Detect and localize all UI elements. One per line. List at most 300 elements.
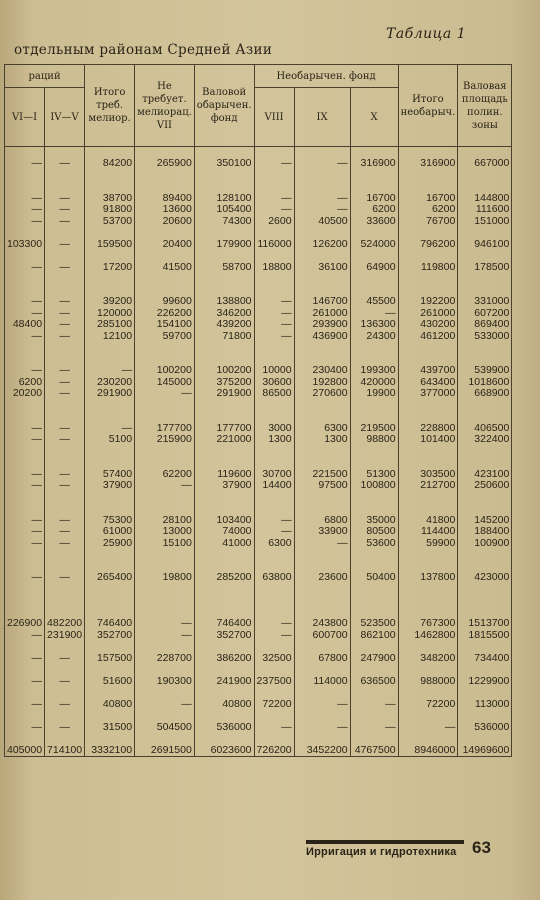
table-cell: [458, 584, 512, 596]
table-cell: 293900: [294, 319, 350, 331]
table-cell: [5, 710, 45, 722]
table-cell: 146700: [294, 296, 350, 308]
table-cell: 41000: [194, 538, 254, 550]
table-cell: 157500: [85, 653, 135, 665]
table-cell: [254, 733, 294, 745]
table-cell: 228800: [398, 423, 458, 435]
table-cell: 1513700: [458, 618, 512, 630]
table-cell: 75300: [85, 515, 135, 527]
table-row: [5, 538, 512, 550]
table-cell: [5, 457, 45, 469]
table-cell: [135, 250, 195, 262]
table-cell: 524000: [350, 239, 398, 251]
table-cell: —: [5, 480, 45, 492]
table-cell: [194, 400, 254, 412]
table-cell: [85, 664, 135, 676]
table-cell: 16700: [398, 193, 458, 205]
table-cell: [294, 400, 350, 412]
table-cell: [85, 446, 135, 458]
table-cell: —: [294, 538, 350, 550]
table-cell: [398, 411, 458, 423]
table-cell: 734400: [458, 653, 512, 665]
table-cell: 607200: [458, 308, 512, 320]
table-row: [5, 664, 512, 676]
table-cell: 6023600: [194, 745, 254, 757]
table-cell: [254, 411, 294, 423]
table-cell: [194, 503, 254, 515]
table-cell: 1018600: [458, 377, 512, 389]
table-cell: 316900: [350, 158, 398, 170]
table-cell: 668900: [458, 388, 512, 400]
table-cell: 430200: [398, 319, 458, 331]
table-cell: 30600: [254, 377, 294, 389]
header-total-unused: Итого необарыч.: [398, 65, 458, 147]
table-cell: [45, 710, 85, 722]
table-cell: —: [135, 480, 195, 492]
table-cell: [294, 549, 350, 561]
table-row: [5, 687, 512, 699]
header-no-reclamation: Не требует. мелиорац. VII: [135, 65, 195, 147]
table-row: [5, 676, 512, 688]
header-gross-area: Валовая площадь полин. зоны: [458, 65, 512, 147]
table-cell: [5, 584, 45, 596]
table-cell: 23600: [294, 572, 350, 584]
table-cell: 4767500: [350, 745, 398, 757]
table-cell: 53600: [350, 538, 398, 550]
table-row: [5, 411, 512, 423]
table-cell: [45, 273, 85, 285]
table-cell: [135, 273, 195, 285]
table-cell: 291900: [85, 388, 135, 400]
table-cell: [398, 710, 458, 722]
table-cell: [135, 411, 195, 423]
table-cell: [294, 446, 350, 458]
table-cell: 241900: [194, 676, 254, 688]
table-cell: 199300: [350, 365, 398, 377]
table-cell: [294, 181, 350, 193]
table-cell: [398, 227, 458, 239]
table-cell: [254, 549, 294, 561]
table-body: [5, 147, 512, 757]
table-cell: 405000: [5, 745, 45, 757]
table-cell: —: [294, 699, 350, 711]
table-cell: [135, 492, 195, 504]
table-cell: [458, 400, 512, 412]
table-cell: [350, 687, 398, 699]
table-cell: 13000: [135, 526, 195, 538]
table-cell: —: [45, 653, 85, 665]
table-cell: —: [5, 423, 45, 435]
table-cell: [294, 595, 350, 607]
table-row: [5, 526, 512, 538]
table-cell: 219500: [350, 423, 398, 435]
table-cell: 386200: [194, 653, 254, 665]
table-cell: 37900: [85, 480, 135, 492]
table-cell: [194, 733, 254, 745]
table-cell: 33600: [350, 216, 398, 228]
table-cell: —: [254, 308, 294, 320]
table-cell: [85, 687, 135, 699]
table-cell: [45, 733, 85, 745]
table-cell: —: [5, 434, 45, 446]
table-cell: —: [85, 365, 135, 377]
table-cell: [135, 181, 195, 193]
table-cell: 31500: [85, 722, 135, 734]
table-cell: 113000: [458, 699, 512, 711]
table-cell: 111600: [458, 204, 512, 216]
table-cell: [85, 411, 135, 423]
table-cell: 461200: [398, 331, 458, 343]
table-cell: [254, 457, 294, 469]
table-cell: 40800: [85, 699, 135, 711]
table-cell: 869400: [458, 319, 512, 331]
table-cell: —: [294, 722, 350, 734]
table-cell: [85, 273, 135, 285]
table-cell: [85, 342, 135, 354]
table-cell: [194, 595, 254, 607]
table-cell: 331000: [458, 296, 512, 308]
table-cell: 41500: [135, 262, 195, 274]
table-cell: [5, 342, 45, 354]
table-cell: 726200: [254, 745, 294, 757]
table-cell: [294, 170, 350, 182]
table-cell: [398, 549, 458, 561]
table-cell: 504500: [135, 722, 195, 734]
table-cell: 346200: [194, 308, 254, 320]
table-cell: 265900: [135, 158, 195, 170]
table-cell: [194, 492, 254, 504]
table-cell: [350, 342, 398, 354]
table-cell: —: [5, 676, 45, 688]
table-cell: 136300: [350, 319, 398, 331]
table-cell: 51300: [350, 469, 398, 481]
table-row: [5, 492, 512, 504]
table-cell: —: [45, 365, 85, 377]
table-cell: 40500: [294, 216, 350, 228]
header-gross-fund: Валовой обарычен. фонд: [194, 65, 254, 147]
table-cell: [254, 641, 294, 653]
table-cell: [85, 595, 135, 607]
table-cell: [254, 446, 294, 458]
table-cell: [294, 250, 350, 262]
table-cell: —: [5, 538, 45, 550]
table-cell: —: [398, 722, 458, 734]
table-cell: 89400: [135, 193, 195, 205]
table-cell: 539900: [458, 365, 512, 377]
table-cell: [254, 595, 294, 607]
table-row: [5, 745, 512, 757]
table-cell: 13600: [135, 204, 195, 216]
table-cell: [85, 457, 135, 469]
table-cell: [398, 181, 458, 193]
table-cell: [458, 549, 512, 561]
table-row: [5, 630, 512, 642]
table-cell: —: [85, 423, 135, 435]
table-cell: 64900: [350, 262, 398, 274]
table-cell: 228700: [135, 653, 195, 665]
table-cell: 126200: [294, 239, 350, 251]
table-cell: [45, 227, 85, 239]
table-cell: [45, 664, 85, 676]
table-row: [5, 227, 512, 239]
table-cell: —: [45, 193, 85, 205]
table-cell: 18800: [254, 262, 294, 274]
table-row: [5, 699, 512, 711]
table-cell: [350, 250, 398, 262]
table-cell: —: [45, 204, 85, 216]
table-cell: 51600: [85, 676, 135, 688]
table-cell: [458, 342, 512, 354]
table-cell: [398, 250, 458, 262]
table-cell: [294, 641, 350, 653]
table-cell: [194, 641, 254, 653]
table-cell: —: [254, 618, 294, 630]
table-cell: 71800: [194, 331, 254, 343]
table-cell: [350, 664, 398, 676]
table-cell: 714100: [45, 745, 85, 757]
table-cell: 352700: [194, 630, 254, 642]
table-cell: 91800: [85, 204, 135, 216]
table-cell: [350, 227, 398, 239]
table-cell: 67800: [294, 653, 350, 665]
table-cell: [398, 492, 458, 504]
table-cell: —: [135, 699, 195, 711]
table-cell: [254, 503, 294, 515]
table-cell: [194, 457, 254, 469]
table-cell: —: [45, 296, 85, 308]
table-cell: 41800: [398, 515, 458, 527]
table-cell: 5100: [85, 434, 135, 446]
table-cell: —: [5, 193, 45, 205]
table-cell: 946100: [458, 239, 512, 251]
table-cell: —: [254, 296, 294, 308]
table-cell: [458, 273, 512, 285]
table-cell: 48400: [5, 319, 45, 331]
table-cell: 270600: [294, 388, 350, 400]
table-cell: 103300: [5, 239, 45, 251]
header-group-left: раций: [5, 65, 85, 88]
table-cell: 15100: [135, 538, 195, 550]
table-cell: [458, 227, 512, 239]
table-cell: [194, 181, 254, 193]
table-cell: [85, 181, 135, 193]
journal-name: Ирригация и гидротехника: [306, 846, 457, 858]
table-cell: 316900: [398, 158, 458, 170]
table-cell: 145000: [135, 377, 195, 389]
table-cell: 20200: [5, 388, 45, 400]
table-cell: 72200: [254, 699, 294, 711]
table-cell: 423100: [458, 469, 512, 481]
table-cell: [254, 400, 294, 412]
table-cell: [294, 664, 350, 676]
table-cell: 57400: [85, 469, 135, 481]
table-cell: —: [45, 158, 85, 170]
table-cell: [5, 181, 45, 193]
table-cell: [45, 641, 85, 653]
table-cell: [85, 584, 135, 596]
table-cell: 375200: [194, 377, 254, 389]
table-row: [5, 239, 512, 251]
table-cell: 19900: [350, 388, 398, 400]
table-cell: [350, 503, 398, 515]
table-row: [5, 400, 512, 412]
table-cell: 144800: [458, 193, 512, 205]
table-cell: [350, 457, 398, 469]
table-cell: —: [45, 239, 85, 251]
table-cell: 10000: [254, 365, 294, 377]
table-cell: [194, 342, 254, 354]
table-cell: 61000: [85, 526, 135, 538]
table-cell: [194, 250, 254, 262]
page-number: 63: [472, 838, 491, 857]
table-cell: 1300: [254, 434, 294, 446]
table-cell: [45, 446, 85, 458]
table-cell: 24300: [350, 331, 398, 343]
table-cell: —: [254, 722, 294, 734]
table-cell: [85, 227, 135, 239]
table-row: [5, 262, 512, 274]
table-cell: [350, 584, 398, 596]
table-cell: 32500: [254, 653, 294, 665]
table-cell: [350, 170, 398, 182]
table-cell: [254, 664, 294, 676]
table-cell: —: [45, 434, 85, 446]
table-row: [5, 480, 512, 492]
table-cell: [398, 457, 458, 469]
table-cell: 62200: [135, 469, 195, 481]
table-cell: [398, 400, 458, 412]
table-cell: [85, 170, 135, 182]
table-cell: 138800: [194, 296, 254, 308]
table-cell: —: [45, 699, 85, 711]
table-cell: —: [254, 193, 294, 205]
table-cell: 767300: [398, 618, 458, 630]
table-cell: —: [135, 388, 195, 400]
table-cell: 285100: [85, 319, 135, 331]
table-cell: 76700: [398, 216, 458, 228]
table-cell: 988000: [398, 676, 458, 688]
table-cell: [5, 641, 45, 653]
table-cell: 12100: [85, 331, 135, 343]
table-cell: [135, 595, 195, 607]
table-cell: [135, 400, 195, 412]
data-table: [4, 64, 512, 757]
table-cell: [458, 503, 512, 515]
table-cell: —: [45, 308, 85, 320]
header-viii: VIII: [254, 88, 294, 147]
table-cell: [135, 227, 195, 239]
table-cell: 636500: [350, 676, 398, 688]
table-row: [5, 618, 512, 630]
table-row: [5, 273, 512, 285]
table-cell: [398, 687, 458, 699]
table-cell: —: [5, 722, 45, 734]
table-cell: [458, 411, 512, 423]
table-cell: [350, 273, 398, 285]
table-cell: 190300: [135, 676, 195, 688]
table-cell: [5, 273, 45, 285]
table-cell: 119800: [398, 262, 458, 274]
table-cell: 105400: [194, 204, 254, 216]
table-cell: [45, 342, 85, 354]
table-cell: 19800: [135, 572, 195, 584]
table-cell: —: [254, 331, 294, 343]
table-cell: —: [350, 308, 398, 320]
table-cell: [85, 250, 135, 262]
table-cell: 231900: [45, 630, 85, 642]
table-cell: [194, 710, 254, 722]
table-cell: 8946000: [398, 745, 458, 757]
table-cell: —: [45, 515, 85, 527]
table-cell: 116000: [254, 239, 294, 251]
table-cell: [5, 411, 45, 423]
table-cell: 2600: [254, 216, 294, 228]
table-cell: [398, 342, 458, 354]
table-cell: 178500: [458, 262, 512, 274]
table-cell: —: [5, 653, 45, 665]
table-cell: —: [45, 423, 85, 435]
table-cell: [5, 400, 45, 412]
table-row: [5, 181, 512, 193]
table-row: [5, 170, 512, 182]
table-cell: 3332100: [85, 745, 135, 757]
table-row: [5, 250, 512, 262]
table-row: [5, 446, 512, 458]
table-cell: 74300: [194, 216, 254, 228]
table-cell: [5, 492, 45, 504]
table-cell: [194, 584, 254, 596]
table-cell: 35000: [350, 515, 398, 527]
table-cell: 261000: [294, 308, 350, 320]
table-cell: 6300: [294, 423, 350, 435]
table-cell: [294, 227, 350, 239]
table-cell: 101400: [398, 434, 458, 446]
table-cell: [458, 641, 512, 653]
table-cell: [5, 595, 45, 607]
table-cell: [45, 503, 85, 515]
table-row: [5, 733, 512, 745]
table-cell: 536000: [458, 722, 512, 734]
table-cell: [294, 457, 350, 469]
table-cell: 114400: [398, 526, 458, 538]
table-cell: 6200: [5, 377, 45, 389]
table-cell: [85, 492, 135, 504]
table-cell: 3000: [254, 423, 294, 435]
table-cell: —: [45, 526, 85, 538]
table-cell: 177700: [194, 423, 254, 435]
table-cell: [398, 446, 458, 458]
table-cell: [458, 446, 512, 458]
table-cell: [45, 584, 85, 596]
table-cell: 30700: [254, 469, 294, 481]
table-cell: 37900: [194, 480, 254, 492]
table-cell: 350100: [194, 158, 254, 170]
table-cell: [194, 273, 254, 285]
footer-rule: [306, 840, 464, 844]
table-cell: —: [45, 480, 85, 492]
table-cell: [350, 411, 398, 423]
table-cell: [194, 687, 254, 699]
table-cell: [135, 641, 195, 653]
table-cell: —: [45, 377, 85, 389]
table-cell: 533000: [458, 331, 512, 343]
table-cell: 53700: [85, 216, 135, 228]
table-cell: 33900: [294, 526, 350, 538]
table-cell: [398, 733, 458, 745]
table-cell: —: [45, 388, 85, 400]
table-cell: [135, 733, 195, 745]
table-cell: 119600: [194, 469, 254, 481]
